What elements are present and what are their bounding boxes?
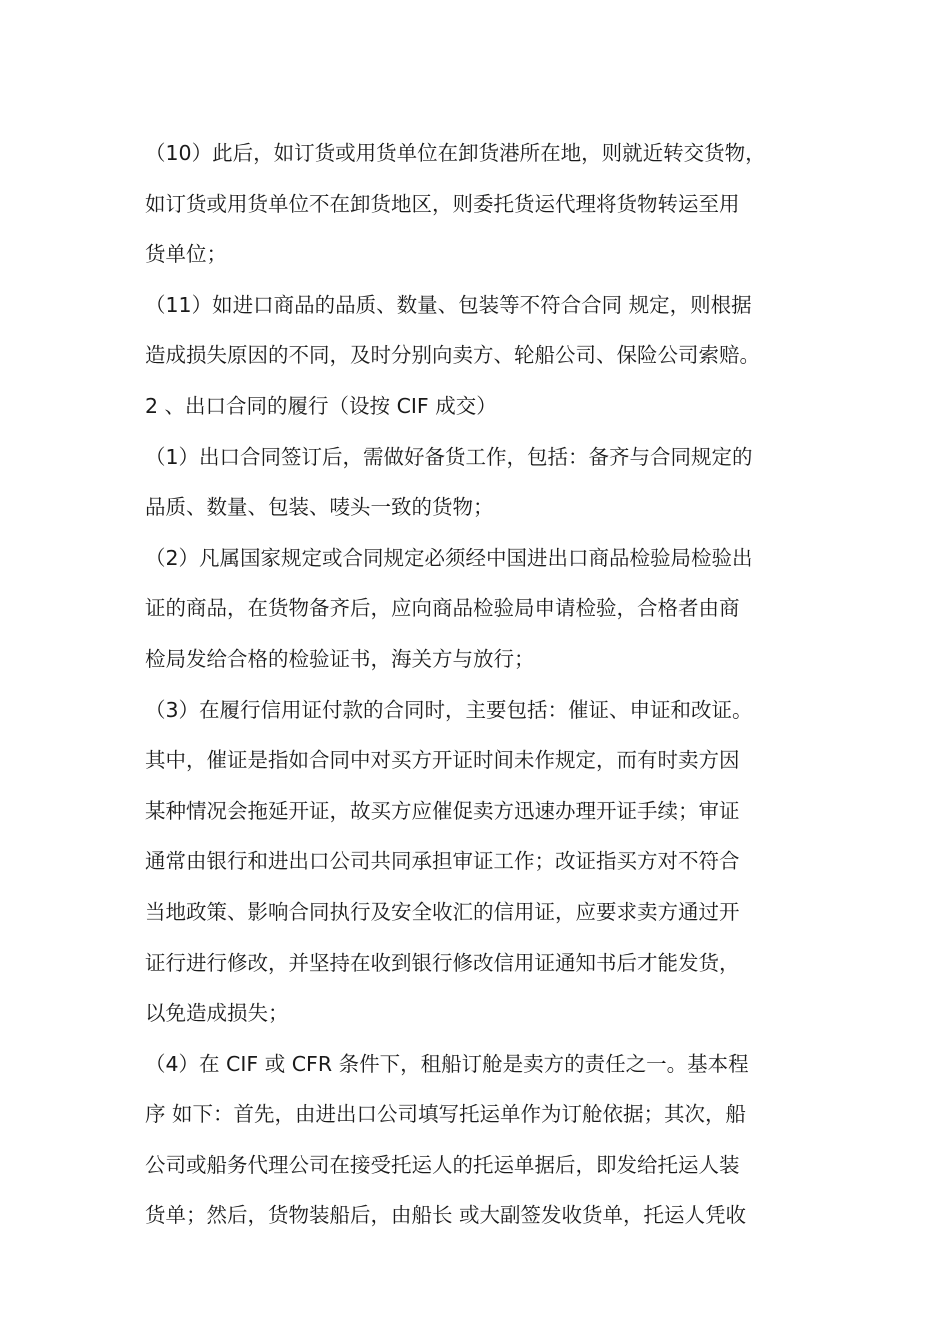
text-line-12: （3）在履行信用证付款的合同时，主要包括：催证、申证和改证。 bbox=[145, 697, 753, 722]
text-line-20: 序 如下：首先，由进出口公司填写托运单作为订舱依据；其次，船 bbox=[145, 1102, 747, 1127]
text-line-9: （2）凡属国家规定或合同规定必须经中国进出口商品检验局检验出 bbox=[145, 545, 753, 570]
text-line-7: （1）出口合同签订后，需做好备货工作，包括：备齐与合同规定的 bbox=[145, 444, 753, 469]
text-line-21: 公司或船务代理公司在接受托运人的托运单据后，即发给托运人装 bbox=[145, 1152, 740, 1177]
text-line-8: 品质、数量、包装、唛头一致的货物； bbox=[145, 495, 494, 520]
text-line-1: （10）此后，如订货或用货单位在卸货港所在地，则就近转交货物， bbox=[145, 141, 766, 165]
text-line-15: 通常由银行和进出口公司共同承担审证工作；改证指买方对不符合 bbox=[145, 849, 740, 874]
text-line-4: （11）如进口商品的品质、数量、包装等不符合合同 规定，则根据 bbox=[145, 292, 752, 317]
text-line-16: 当地政策、影响合同执行及安全收汇的信用证，应要求卖方通过开 bbox=[145, 899, 740, 924]
text-line-19: （4）在 CIF 或 CFR 条件下，租船订舱是卖方的责任之一。基本程 bbox=[145, 1051, 749, 1076]
text-line-10: 证的商品，在货物备齐后，应向商品检验局申请检验，合格者由商 bbox=[145, 596, 740, 621]
text-line-14: 某种情况会拖延开证，故买方应催促卖方迅速办理开证手续；审证 bbox=[145, 798, 740, 823]
text-line-13: 其中，催证是指如合同中对买方开证时间未作规定，而有时卖方因 bbox=[145, 748, 740, 773]
text-line-3: 货单位； bbox=[145, 242, 227, 267]
text-line-18: 以免造成损失； bbox=[145, 1001, 289, 1026]
text-line-22: 货单；然后，货物装船后，由船长 或大副签发收货单，托运人凭收 bbox=[145, 1203, 747, 1228]
section-heading: 2 、出口合同的履行（设按 CIF 成交） bbox=[145, 393, 497, 418]
body-text bbox=[145, 128, 825, 1241]
text-line-11: 检局发给合格的检验证书，海关方与放行； bbox=[145, 646, 535, 671]
text-line-2: 如订货或用货单位不在卸货地区，则委托货运代理将货物转运至用 bbox=[145, 191, 740, 216]
text-line-5: 造成损失原因的不同，及时分别向卖方、轮船公司、保险公司索赔。 bbox=[145, 343, 760, 368]
text-line-17: 证行进行修改，并坚持在收到银行修改信用证通知书后才能发货， bbox=[145, 950, 740, 975]
